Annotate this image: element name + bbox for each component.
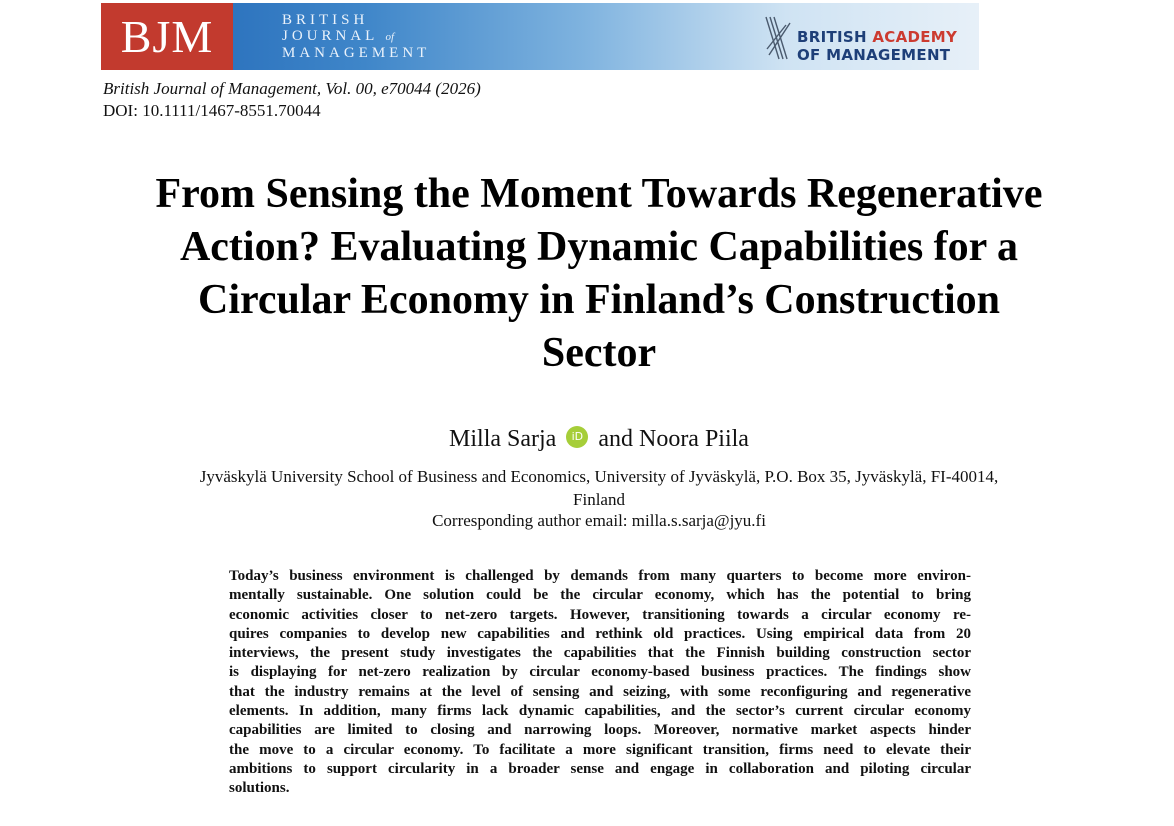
- academy-word-british: BRITISH: [797, 28, 873, 46]
- abstract-line: is displaying for net-zero realization by circular economy-based business practices. The findings show: [229, 664, 971, 681]
- journal-name-line3: MANAGEMENT: [282, 45, 431, 61]
- doi[interactable]: DOI: 10.1111/1467-8551.70044: [103, 101, 321, 120]
- abstract-line: ambitions to support circularity in a broader sense and engage in collaboration and piloting circular: [229, 760, 971, 777]
- orcid-icon[interactable]: iD: [566, 426, 588, 448]
- academy-name-line2: OF MANAGEMENT: [797, 46, 951, 64]
- bjm-logo-text: BJM: [120, 11, 214, 62]
- abstract-line: that the industry remains at the level of sensing and seizing, with some reconfiguring and regenerative: [229, 683, 971, 700]
- citation: British Journal of Management, Vol. 00, e70044 (2026): [103, 79, 481, 98]
- abstract-line: interviews, the present study investigates the capabilities that the Finnish building construction sector: [229, 645, 971, 662]
- abstract-line: mentally sustainable. One solution could be the circular economy, which has the potential to bring: [229, 587, 971, 604]
- title-line: Circular Economy in Finland’s Construction: [198, 277, 1000, 323]
- journal-banner: [101, 3, 979, 70]
- academy-word-academy: ACADEMY: [872, 28, 958, 46]
- author-name[interactable]: Milla Sarja: [449, 426, 557, 452]
- abstract-line: capabilities are limited to closing and narrowing loops. Moreover, normative market aspects hinder: [229, 722, 971, 739]
- academy-emblem-icon: [763, 15, 793, 61]
- journal-name: [282, 12, 430, 61]
- corresponding-email[interactable]: Corresponding author email: milla.s.sarja@jyu.fi: [432, 511, 766, 530]
- abstract-line: economic activities closer to net-zero targets. However, transitioning towards a circular economy re-: [229, 606, 971, 623]
- title-line: Action? Evaluating Dynamic Capabilities for a: [179, 224, 1019, 270]
- authors: [0, 426, 1174, 453]
- abstract-line: solutions.: [229, 780, 290, 797]
- abstract-line: quires companies to develop new capabilities and rethink old practices. Using empirical data from 20: [229, 625, 971, 642]
- academy-name-line1: [797, 28, 957, 46]
- abstract-line: elements. In addition, many firms lack dynamic capabilities, and the sector’s current circular economy: [229, 703, 971, 720]
- abstract-line: the move to a circular economy. To facilitate a more significant transition, firms need to elevate their: [229, 741, 971, 758]
- affiliation-line: Finland: [573, 490, 625, 509]
- academy-name: [797, 28, 957, 64]
- journal-name-line1: BRITISH: [282, 12, 369, 28]
- abstract-line: Today’s business environment is challenged by demands from many quarters to become more environ-: [229, 568, 971, 584]
- bjm-logo: [101, 3, 233, 70]
- affiliation-line: Jyväskylä University School of Business and Economics, University of Jyväskylä, P.O. Box 35, Jyväskylä, FI-40014,: [199, 467, 999, 486]
- journal-name-of: of: [385, 31, 395, 43]
- title-line: From Sensing the Moment Towards Regenerative: [155, 171, 1043, 217]
- title-line: Sector: [541, 330, 657, 376]
- abstract: [229, 567, 971, 799]
- article-title: [70, 168, 1128, 380]
- journal-name-journal: JOURNAL: [282, 28, 378, 44]
- affiliation: [110, 465, 1088, 511]
- author-connector: and Noora Piila: [598, 426, 749, 452]
- journal-name-line2: [282, 28, 430, 45]
